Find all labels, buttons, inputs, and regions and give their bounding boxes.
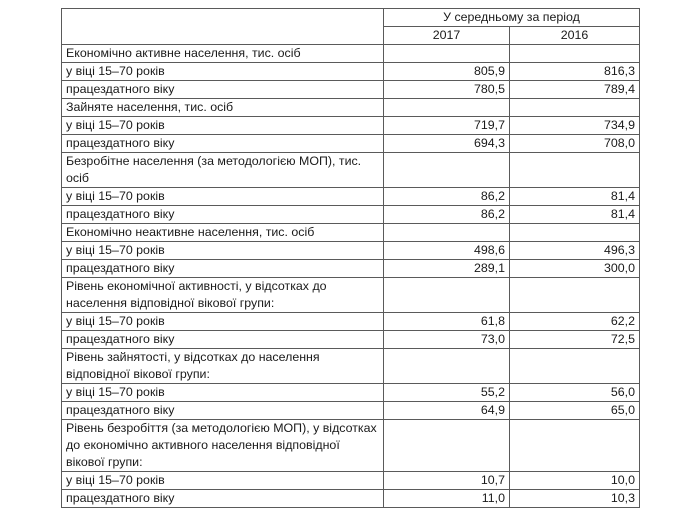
value-2016: 81,4: [510, 206, 640, 224]
labour-statistics-table: [61, 8, 640, 508]
table-row: [62, 135, 640, 153]
value-2016: [510, 153, 640, 188]
value-2017: 61,8: [384, 313, 510, 331]
row-label: у віці 15–70 років: [62, 472, 384, 490]
row-label: Рівень безробіття (за методологією МОП), у відсотках до економічно активного населення відповідної вікової групи:: [62, 420, 384, 472]
table-row: [62, 224, 640, 242]
row-label: Безробітне населення (за методологією МОП), тис. осіб: [62, 153, 384, 188]
row-label: Рівень економічної активності, у відсотках до населення відповідної вікової групи:: [62, 278, 384, 313]
table-row: [62, 206, 640, 224]
row-label: у віці 15–70 років: [62, 63, 384, 81]
row-label: працездатного віку: [62, 402, 384, 420]
table-row: [62, 384, 640, 402]
table-row: [62, 313, 640, 331]
value-2017: 86,2: [384, 188, 510, 206]
header-year-2016: 2016: [510, 27, 640, 45]
value-2017: 73,0: [384, 331, 510, 349]
value-2016: [510, 45, 640, 63]
value-2017: [384, 278, 510, 313]
row-label: у віці 15–70 років: [62, 384, 384, 402]
value-2017: 719,7: [384, 117, 510, 135]
table-row: [62, 260, 640, 278]
table-row: [62, 117, 640, 135]
table-row: [62, 349, 640, 384]
value-2016: 10,0: [510, 472, 640, 490]
row-label: Зайняте населення, тис. осіб: [62, 99, 384, 117]
value-2017: [384, 153, 510, 188]
header-blank-cell: [62, 9, 384, 45]
table-row: [62, 490, 640, 508]
table-row: [62, 63, 640, 81]
row-label: працездатного віку: [62, 490, 384, 508]
row-label: у віці 15–70 років: [62, 242, 384, 260]
value-2016: 300,0: [510, 260, 640, 278]
row-label: працездатного віку: [62, 206, 384, 224]
value-2016: [510, 349, 640, 384]
table-row: [62, 153, 640, 188]
table-row: [62, 402, 640, 420]
value-2017: 86,2: [384, 206, 510, 224]
value-2016: 56,0: [510, 384, 640, 402]
table-row: [62, 188, 640, 206]
value-2017: [384, 349, 510, 384]
value-2016: [510, 278, 640, 313]
value-2016: [510, 99, 640, 117]
row-label: у віці 15–70 років: [62, 117, 384, 135]
value-2016: [510, 224, 640, 242]
value-2016: 496,3: [510, 242, 640, 260]
value-2016: 72,5: [510, 331, 640, 349]
row-label: Рівень зайнятості, у відсотках до населення відповідної вікової групи:: [62, 349, 384, 384]
value-2016: 708,0: [510, 135, 640, 153]
value-2017: 694,3: [384, 135, 510, 153]
value-2016: 81,4: [510, 188, 640, 206]
value-2017: 11,0: [384, 490, 510, 508]
value-2016: 62,2: [510, 313, 640, 331]
value-2017: 289,1: [384, 260, 510, 278]
row-label: у віці 15–70 років: [62, 188, 384, 206]
table-row: [62, 472, 640, 490]
value-2016: 10,3: [510, 490, 640, 508]
header-year-2017: 2017: [384, 27, 510, 45]
header-period: У середньому за період: [384, 9, 640, 27]
table-body: [62, 45, 640, 508]
value-2016: 789,4: [510, 81, 640, 99]
row-label: працездатного віку: [62, 260, 384, 278]
value-2017: [384, 224, 510, 242]
table-row: [62, 331, 640, 349]
table-row: [62, 81, 640, 99]
value-2017: 10,7: [384, 472, 510, 490]
value-2016: 734,9: [510, 117, 640, 135]
table-header-row: [62, 9, 640, 27]
row-label: Економічно неактивне населення, тис. осіб: [62, 224, 384, 242]
value-2017: 55,2: [384, 384, 510, 402]
row-label: працездатного віку: [62, 331, 384, 349]
table-row: [62, 45, 640, 63]
row-label: у віці 15–70 років: [62, 313, 384, 331]
table-row: [62, 278, 640, 313]
value-2017: [384, 45, 510, 63]
value-2016: 816,3: [510, 63, 640, 81]
table-row: [62, 99, 640, 117]
value-2017: 805,9: [384, 63, 510, 81]
row-label: Економічно активне населення, тис. осіб: [62, 45, 384, 63]
value-2017: 64,9: [384, 402, 510, 420]
value-2016: 65,0: [510, 402, 640, 420]
table-row: [62, 242, 640, 260]
row-label: працездатного віку: [62, 135, 384, 153]
row-label: працездатного віку: [62, 81, 384, 99]
value-2017: 780,5: [384, 81, 510, 99]
value-2017: [384, 99, 510, 117]
value-2017: 498,6: [384, 242, 510, 260]
